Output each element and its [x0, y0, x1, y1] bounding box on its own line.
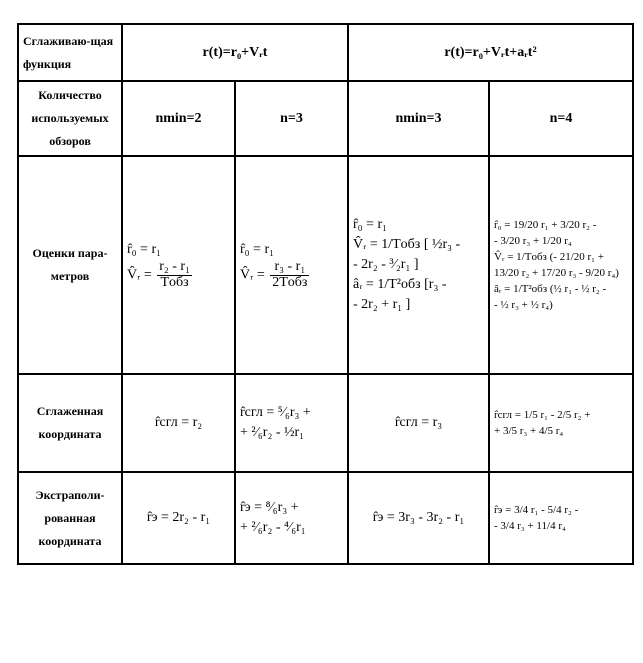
extrapolated-n-4-cell — [489, 472, 633, 564]
header-row-models — [18, 24, 633, 81]
n-min-2-header: nmin=2 — [122, 81, 235, 156]
estimates-n-min-3-formula — [353, 215, 484, 315]
formula-line: 13/20 r₂ + 17/20 r₃ - 9/20 r₄) — [494, 267, 619, 279]
formula-line: r̂₀ = r₁ — [353, 217, 387, 232]
smoothed-n-4-cell — [489, 374, 633, 472]
n-3-header: n=3 — [235, 81, 348, 156]
formula-line: + ²⁄₆r₂ - ⁴⁄₆r₁ — [240, 520, 306, 535]
extrapolated-n-3-cell — [235, 472, 348, 564]
smoothed-n-min-2-formula: r̂сгл = r₂ — [154, 415, 203, 430]
smoothing-table — [17, 23, 634, 565]
estimates-n-min-2-formula — [127, 240, 230, 290]
estimates-row — [18, 156, 633, 374]
fraction-numerator: r₃ - r₁ — [270, 260, 309, 276]
formula-line: V̂ᵣ = 1/Tобз [ ½r₃ - — [353, 237, 461, 252]
smoothed-n-4-formula — [494, 407, 628, 439]
formula-lhs: V̂ᵣ = — [127, 267, 152, 283]
extrapolated-n-4-formula — [494, 502, 628, 534]
smoothed-n-min-3-formula: r̂сгл = r₃ — [394, 415, 443, 430]
smoothed-n-3-cell — [235, 374, 348, 472]
formula-line: + ²⁄₆r₂ - ½r₁ — [240, 425, 305, 440]
n-4-header: n=4 — [489, 81, 633, 156]
extrapolated-n-3-formula — [240, 498, 343, 538]
smoothed-n-3-formula — [240, 403, 343, 443]
extrapolated-n-min-2-formula: r̂э = 2r₂ - r₁ — [146, 510, 211, 525]
fraction — [157, 260, 192, 290]
formula-line: - 3/4 r₃ + 11/4 r₄ — [494, 520, 566, 532]
formula-line: r̂₀ = r₁ — [127, 241, 161, 257]
smoothed-label: Сглаженная координата — [18, 374, 122, 472]
extrapolated-n-min-2-cell — [122, 472, 235, 564]
fraction-denominator: 2Tобз — [272, 274, 308, 290]
formula-line: r̂сгл = ⁵⁄₆r₃ + — [240, 405, 311, 420]
formula-line: r̂₀ = 19/20 r₁ + 3/20 r₂ - — [494, 219, 597, 231]
formula-lhs: V̂ᵣ = — [240, 267, 265, 283]
header-row-survey-count — [18, 81, 633, 156]
extrapolated-n-min-3-cell — [348, 472, 489, 564]
fraction — [270, 260, 309, 290]
estimates-n-4-cell — [489, 156, 633, 374]
extrapolated-n-min-3-formula: r̂э = 3r₃ - 3r₂ - r₁ — [372, 510, 465, 525]
formula-line: r̂э = 3/4 r₁ - 5/4 r₂ - — [494, 504, 579, 516]
formula-line: r̂₀ = r₁ — [240, 241, 274, 257]
extrapolated-row — [18, 472, 633, 564]
formula-line: âᵣ = 1/T²обз [r₃ - — [353, 277, 447, 292]
linear-model-header: r(t)=r₀+Vᵣt — [122, 24, 348, 81]
formula-line: - 2r₂ - ³⁄₂r₁ ] — [353, 257, 419, 272]
extrapolated-label: Экстраполи-рованная координата — [18, 472, 122, 564]
fraction-numerator: r₂ - r₁ — [159, 258, 190, 274]
estimates-n-3-cell — [235, 156, 348, 374]
formula-line — [127, 260, 230, 290]
smoothed-n-min-2-cell — [122, 374, 235, 472]
smoothed-row — [18, 374, 633, 472]
n-min-3-header: nmin=3 — [348, 81, 489, 156]
smoothing-function-header: Сглаживаю-щая функция — [18, 24, 122, 81]
estimates-n-min-3-cell — [348, 156, 489, 374]
estimates-n-4-formula — [494, 217, 628, 313]
quadratic-model-header: r(t)=r₀+Vᵣt+aᵣt² — [348, 24, 633, 81]
estimates-label: Оценки пара-метров — [18, 156, 122, 374]
formula-line: r̂э = ⁸⁄₆r₃ + — [240, 500, 299, 515]
formula-line: - 2r₂ + r₁ ] — [353, 297, 411, 312]
survey-count-header: Количество используемых обзоров — [18, 81, 122, 156]
formula-line: - ½ r₃ + ½ r₄) — [494, 299, 553, 311]
estimates-n-3-formula — [240, 240, 343, 290]
formula-line: âᵣ = 1/T²обз (½ r₁ - ½ r₂ - — [494, 283, 607, 295]
formula-line: + 3/5 r₃ + 4/5 r₄ — [494, 425, 564, 437]
fraction-denominator: Tобз — [160, 274, 189, 290]
formula-line: V̂ᵣ = 1/Tобз (- 21/20 r₁ + — [494, 251, 604, 263]
formula-line: r̂сгл = 1/5 r₁ - 2/5 r₂ + — [494, 409, 591, 421]
formula-line — [240, 260, 343, 290]
estimates-n-min-2-cell — [122, 156, 235, 374]
formula-line: - 3/20 r₃ + 1/20 r₄ — [494, 235, 572, 247]
smoothed-n-min-3-cell — [348, 374, 489, 472]
